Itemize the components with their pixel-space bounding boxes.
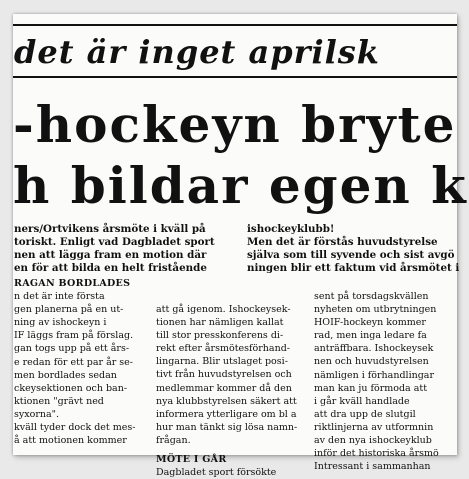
text-line: att dra upp de slutgil [314,408,416,420]
kicker-rule [13,76,457,78]
text-line: av den nya ishockeyklub [314,435,432,447]
text-line: e redan för ett par år se- [14,356,134,368]
text-line: lingarna. Blir utslaget posi- [156,356,288,368]
text-line: IF läggs fram på förslag. [14,330,134,342]
lead-line: en för att bilda en helt fristående [14,262,207,275]
text-line: å att motionen kommer [14,435,127,447]
text-line: medlemmar kommer då den [156,382,292,394]
text-line: hur man tänkt sig lösa namn- [156,421,298,433]
text-line: rekt efter årsmötesförhand- [156,343,290,355]
text-line: riktlinjerna av utformnin [314,421,434,433]
text-line: ning av ishockeyn i [14,317,107,329]
text-line: nyheten om utbrytningen [314,304,437,316]
text-line: Dagbladet sport försökte [156,467,277,479]
column-2 [156,303,312,479]
lead-line: Men det är förstås huvudstyrelse [247,236,438,249]
headline-line-1: -hockeyn bryte [13,95,457,154]
text-line: tivt från huvudstyrelsen och [156,369,292,381]
lead-paragraph-left [14,223,243,275]
text-line: ktionen "grävt ned [14,395,104,407]
subheading: RAGAN BORDLADES [14,278,131,289]
text-line: till stor presskonferens di- [156,330,284,342]
lead-line: nen att lägga fram en motion där [14,249,207,262]
text-line: kväll tyder dock det mes- [14,422,136,434]
text-line: nya klubbstyrelsen säkert att [156,395,297,407]
text-line: i går kväll handlade [314,395,410,407]
lead-line: ningen blir ett faktum vid årsmötet i [247,262,460,275]
subheading: MÖTE I GÅR [156,454,227,466]
text-line: anträffbara. Ishockeysek [314,343,434,355]
text-line: nämligen i förhandlingar [314,369,435,381]
text-line: informera ytterligare om bl a [156,408,297,420]
text-line: ckeysektionen och ban- [14,382,128,394]
lead-line: toriskt. Enligt vad Dagbladet sport [14,236,215,249]
text-line: syxorna". [14,408,60,420]
lead-paragraph-right [247,223,459,275]
text-line: sent på torsdagskvällen [314,291,429,302]
text-line: tionen har nämligen kallat [156,317,284,329]
kicker-headline: det är inget aprilsk [14,33,380,71]
text-line: HOIF-hockeyn kommer [314,317,426,329]
column-1 [14,277,151,447]
top-rule [13,24,457,26]
text-line: n det är inte första [14,291,105,303]
newspaper-clipping [13,14,468,479]
text-line: gan togs upp på ett års- [14,343,130,355]
text-line: man kan ju förmoda att [314,382,428,394]
text-line: rad, men inga ledare fa [314,330,427,342]
lead-line: själva som till syvende och sist avgö [247,249,455,262]
text-line: att gå igenom. Ishockeysek- [156,304,291,315]
text-line: Intressant i sammanhan [314,461,431,473]
text-line: frågan. [156,434,191,446]
text-line: gen planerna på en ut- [14,304,124,316]
lead-line: ners/Ortvikens årsmöte i kväll på [14,223,206,235]
headline-line-2: h bildar egen k [13,156,468,215]
text-line: inför det historiska årsmö [314,448,439,460]
text-line: nen och huvudstyrelsen [314,356,429,368]
lead-line: ishockeyklubb! [247,223,335,235]
text-line: men bordlades sedan [14,369,117,381]
column-3 [314,290,459,473]
